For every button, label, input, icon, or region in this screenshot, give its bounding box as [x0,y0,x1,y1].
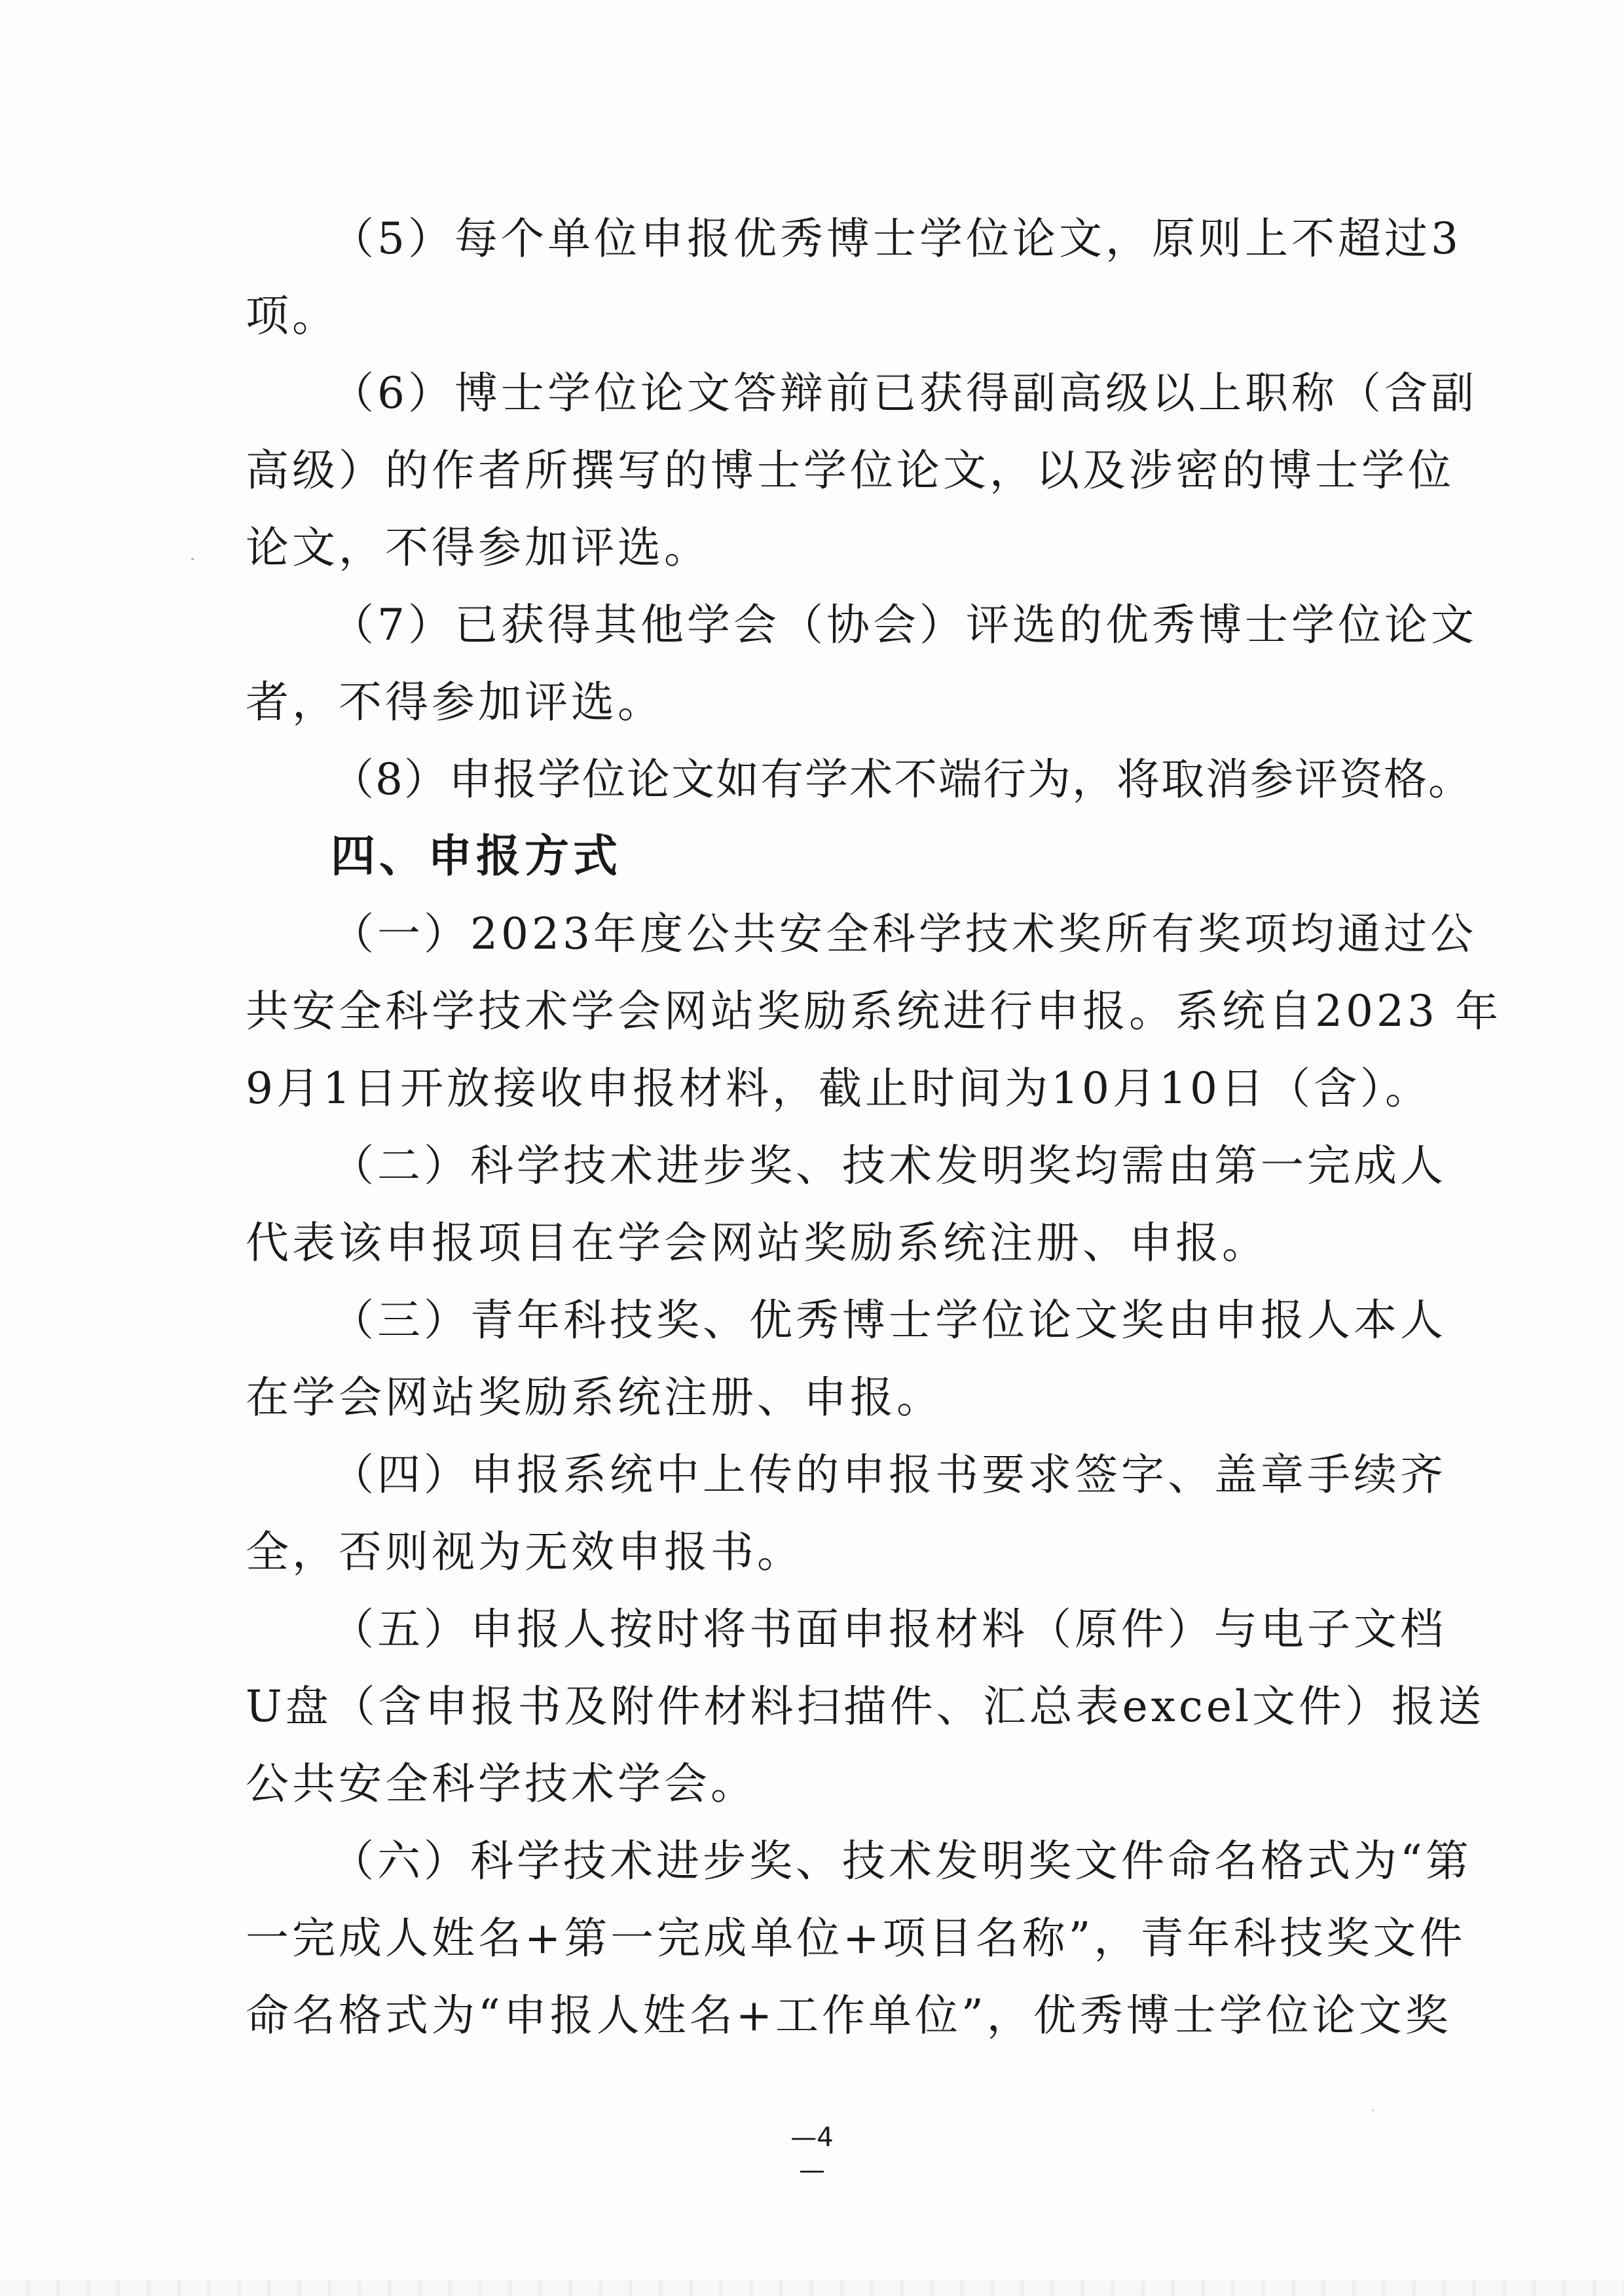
paragraph-line-23: 命名格式为“申报人姓名+工作单位”，优秀博士学位论文奖 [246,1990,1452,2041]
paragraph-line-14: （三）青年科技奖、优秀博士学位论文奖由申报人本人 [331,1295,1447,1345]
paragraph-line-1: （5）每个单位申报优秀博士学位论文，原则上不超过3 [331,213,1462,264]
section-heading: 四、申报方式 [331,831,622,883]
page-number: —4— [790,2123,834,2185]
paragraph-line-15: 在学会网站奖励系统注册、申报。 [246,1372,943,1423]
paragraph-line-7: 者，不得参加评选。 [246,677,664,727]
paragraph-line-17: 全，否则视为无效申报书。 [246,1527,803,1577]
scan-artifact-speck [1372,2109,1374,2111]
paragraph-line-10: 共安全科学技术学会网站奖励系统进行申报。系统自2023 年 [246,986,1502,1036]
paragraph-line-2: 项。 [246,291,339,341]
scan-bottom-edge [0,2280,1624,2296]
paragraph-line-16: （四）申报系统中上传的申报书要求签字、盖章手续齐 [331,1449,1447,1500]
scan-artifact-dot [191,558,194,560]
paragraph-line-18: （五）申报人按时将书面申报材料（原件）与电子文档 [331,1604,1447,1654]
paragraph-line-5: 论文，不得参加评选。 [246,522,710,573]
paragraph-line-20: 公共安全科学技术学会。 [246,1758,757,1809]
paragraph-line-3: （6）博士学位论文答辩前已获得副高级以上职称（含副 [331,368,1477,418]
paragraph-line-6: （7）已获得其他学会（协会）评选的优秀博士学位论文 [331,600,1477,650]
paragraph-line-11: 9月1日开放接收申报材料，截止时间为10月10日（含）。 [246,1063,1431,1114]
paragraph-line-12: （二）科学技术进步奖、技术发明奖均需由第一完成人 [331,1140,1447,1191]
paragraph-line-13: 代表该申报项目在学会网站奖励系统注册、申报。 [246,1218,1268,1268]
paragraph-line-4: 高级）的作者所撰写的博士学位论文，以及涉密的博士学位 [246,445,1454,496]
paragraph-line-21: （六）科学技术进步奖、技术发明奖文件命名格式为“第 [331,1836,1472,1886]
paragraph-line-19: U盘（含申报书及附件材料扫描件、汇总表excel文件）报送 [246,1681,1485,1732]
paragraph-line-9: （一）2023年度公共安全科学技术奖所有奖项均通过公 [331,909,1477,959]
paragraph-line-8: （8）申报学位论文如有学术不端行为，将取消参评资格。 [331,754,1473,805]
paragraph-line-22: 一完成人姓名+第一完成单位+项目名称”，青年科技奖文件 [246,1913,1466,1963]
